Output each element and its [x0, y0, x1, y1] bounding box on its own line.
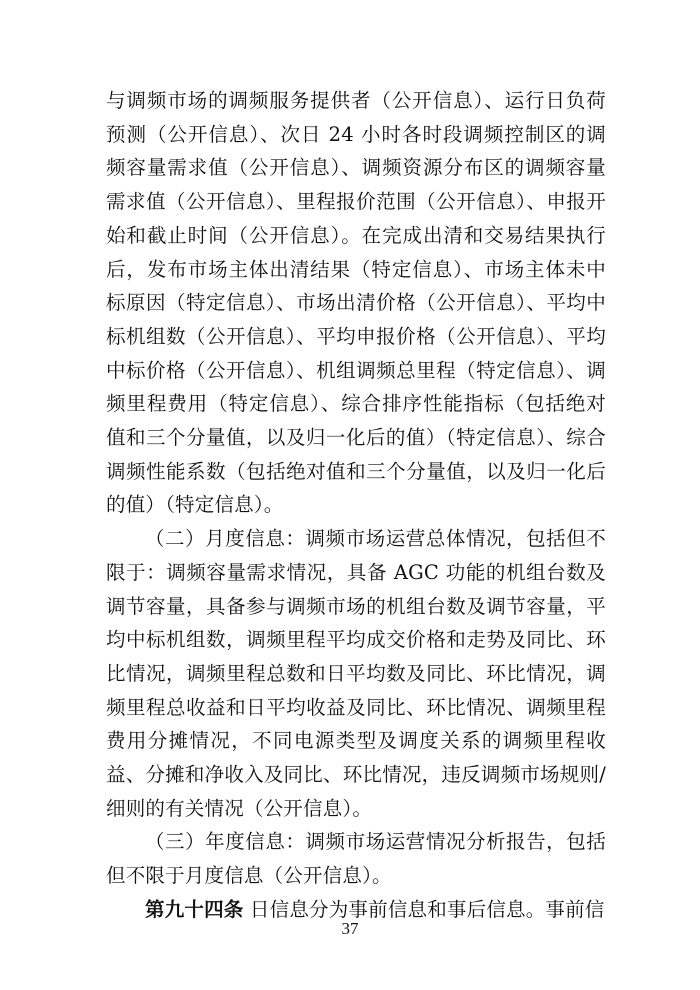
- paragraph-text: 与调频市场的调频服务提供者（公开信息）、运行日负荷预测（公开信息）、次日 24 小时各时段调频控制区的调频容量需求值（公开信息）、调频资源分布区的调频容量需求值（公开信息）、里程报价范围（公开信息）、申报开始和截止时间（公开信息）。在完成出清和交易结果执行后，发布市场主体出清结果（特定信息）、市场主体未中标原因（特定信息）、市场出清价格（公开信息）、平均中标机组数（公开信息）、平均申报价格（公开信息）、平均中标价格（公开信息）、机组调频总里程（特定信息）、调频里程费用（特定信息）、综合排序性能指标（包括绝对值和三个分量值，以及归一化后的值）（特定信息）、综合调频性能系数（包括绝对值和三个分量值，以及归一化后的值）（特定信息）。: [106, 89, 606, 517]
- article-heading: 第九十四条: [145, 897, 244, 921]
- paragraph-text: （三）年度信息：调频市场运营情况分析报告，包括但不限于月度信息（公开信息）。: [106, 830, 606, 888]
- paragraph-text: 日信息分为事前信息和事后信息。事前信: [243, 897, 605, 921]
- paragraph-text: （二）月度信息：调频市场运营总体情况，包括但不限于：调频容量需求情况，具备 AGC 功能的机组台数及调节容量，具备参与调频市场的机组台数及调节容量，平均中标机组数，调频里程平均成交价格和走势及同比、环比情况，调频里程总数和日平均数及同比、环比情况，调频里程总收益和日平均收益及同比、环比情况、调频里程费用分摊情况，不同电源类型及调度关系的调频里程收益、分摊和净收入及同比、环比情况，违反调频市场规则/细则的有关情况（公开信息）。: [106, 527, 606, 820]
- paragraph-annual-info: [106, 825, 606, 892]
- paragraph-monthly-info: [106, 522, 606, 825]
- paragraph-daily-info-continued: [106, 84, 606, 522]
- page-number: 37: [341, 919, 359, 938]
- body-text: [106, 84, 606, 927]
